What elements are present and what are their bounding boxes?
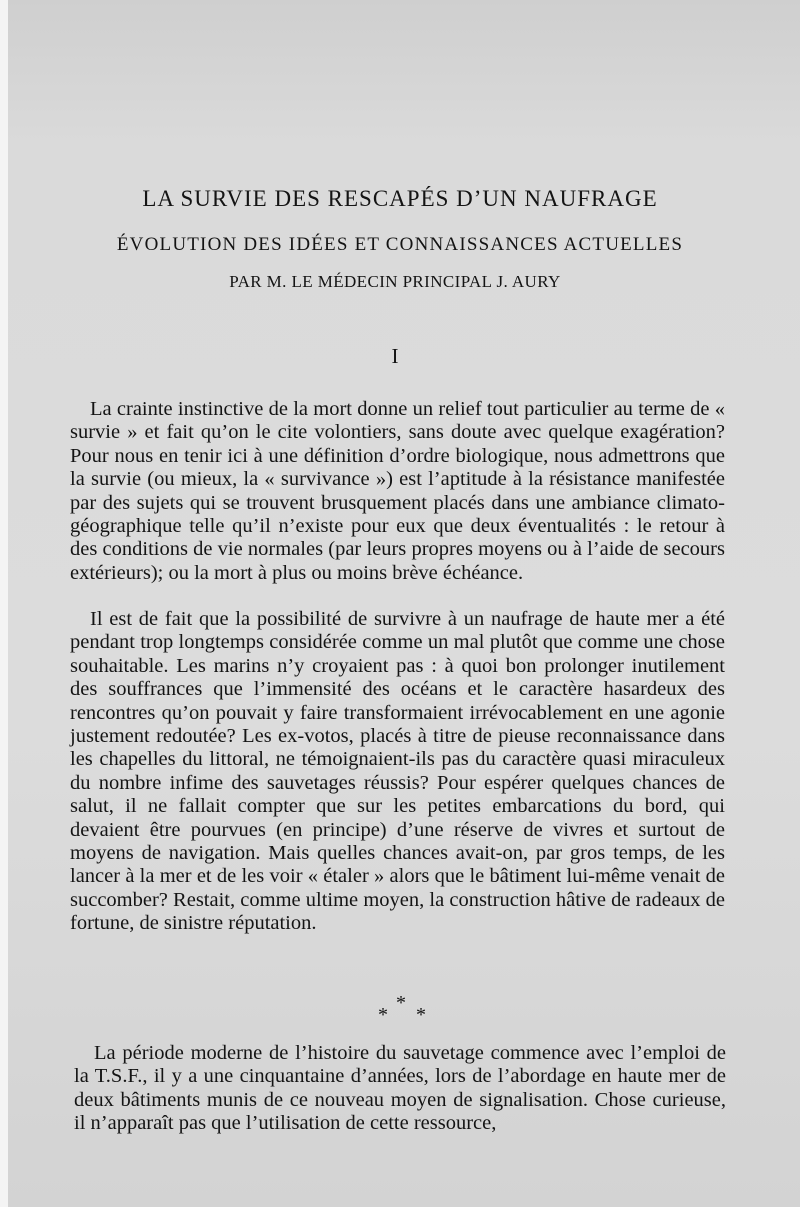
asterisk: *	[396, 992, 406, 1014]
section-separator	[372, 992, 432, 1028]
body-block-2	[70, 608, 725, 936]
article-subtitle: ÉVOLUTION DES IDÉES ET CONNAISSANCES ACTUELLES	[116, 234, 684, 255]
article-title: LA SURVIE DES RESCAPÉS D’UN NAUFRAGE	[142, 186, 658, 211]
paragraph-1: La crainte instinctive de la mort donne un relief tout particulier au terme de « survie » et fait qu’on le cite volontiers, sans doute avec quelque exagération? Pour nous en tenir ici à une définition d’ordre biologique, nous admettrons que la survie (ou mieux, la « survivance ») est l’aptitude à la résistance manifestée par des sujets qui se trouvent brusquement placés dans une ambiance climato-géographique telle qu’il n’existe pour eux que deux éventualités : le retour à des conditions de vie normales (par leurs propres moyens ou à l’aide de secours extérieurs); ou la mort à plus ou moins brève échéance.	[70, 398, 725, 584]
asterisk: *	[378, 1004, 388, 1026]
section-number: I	[391, 344, 399, 368]
paragraph-2: Il est de fait que la possibilité de survivre à un naufrage de haute mer a été pendant trop longtemps considérée comme un mal plutôt que comme une chose souhaitable. Les marins n’y croyaient pas : à quoi bon prolonger inutilement des souffrances que l’immensité des océans et le caractère hasardeux des rencontres qu’on pouvait y faire transformaient irrévocablement en une agonie justement redoutée? Les ex-votos, placés à titre de pieuse reconnaissance dans les chapelles du littoral, ne témoignaient-ils pas du caractère quasi miraculeux du nombre infime des sauvetages réussis? Pour espérer quelques chances de salut, il ne fallait compter que sur les petites embarcations du bord, qui devaient être pourvues (en principe) d’une réserve de vivres et surtout de moyens de navigation. Mais quelles chances avait-on, par gros temps, de les lancer à la mer et de les voir « étaler » alors que le bâtiment lui-même venait de succomber? Restait, comme ultime moyen, la construction hâtive de radeaux de fortune, de sinistre réputation.	[70, 608, 725, 935]
body-block-1	[70, 398, 725, 585]
asterisk: *	[416, 1004, 426, 1026]
page-edge	[0, 0, 8, 1207]
body-block-3	[74, 1042, 726, 1136]
paragraph-3: La période moderne de l’histoire du sauvetage commence avec l’emploi de la T.S.F., il y a une cinquantaine d’années, lors de l’abordage en haute mer de deux bâtiments munis de ce nouveau moyen de signalisation. Chose curieuse, il n’apparaît pas que l’utilisation de cette ressource,	[74, 1042, 726, 1135]
article-byline: PAR M. LE MÉDECIN PRINCIPAL J. AURY	[229, 272, 561, 291]
